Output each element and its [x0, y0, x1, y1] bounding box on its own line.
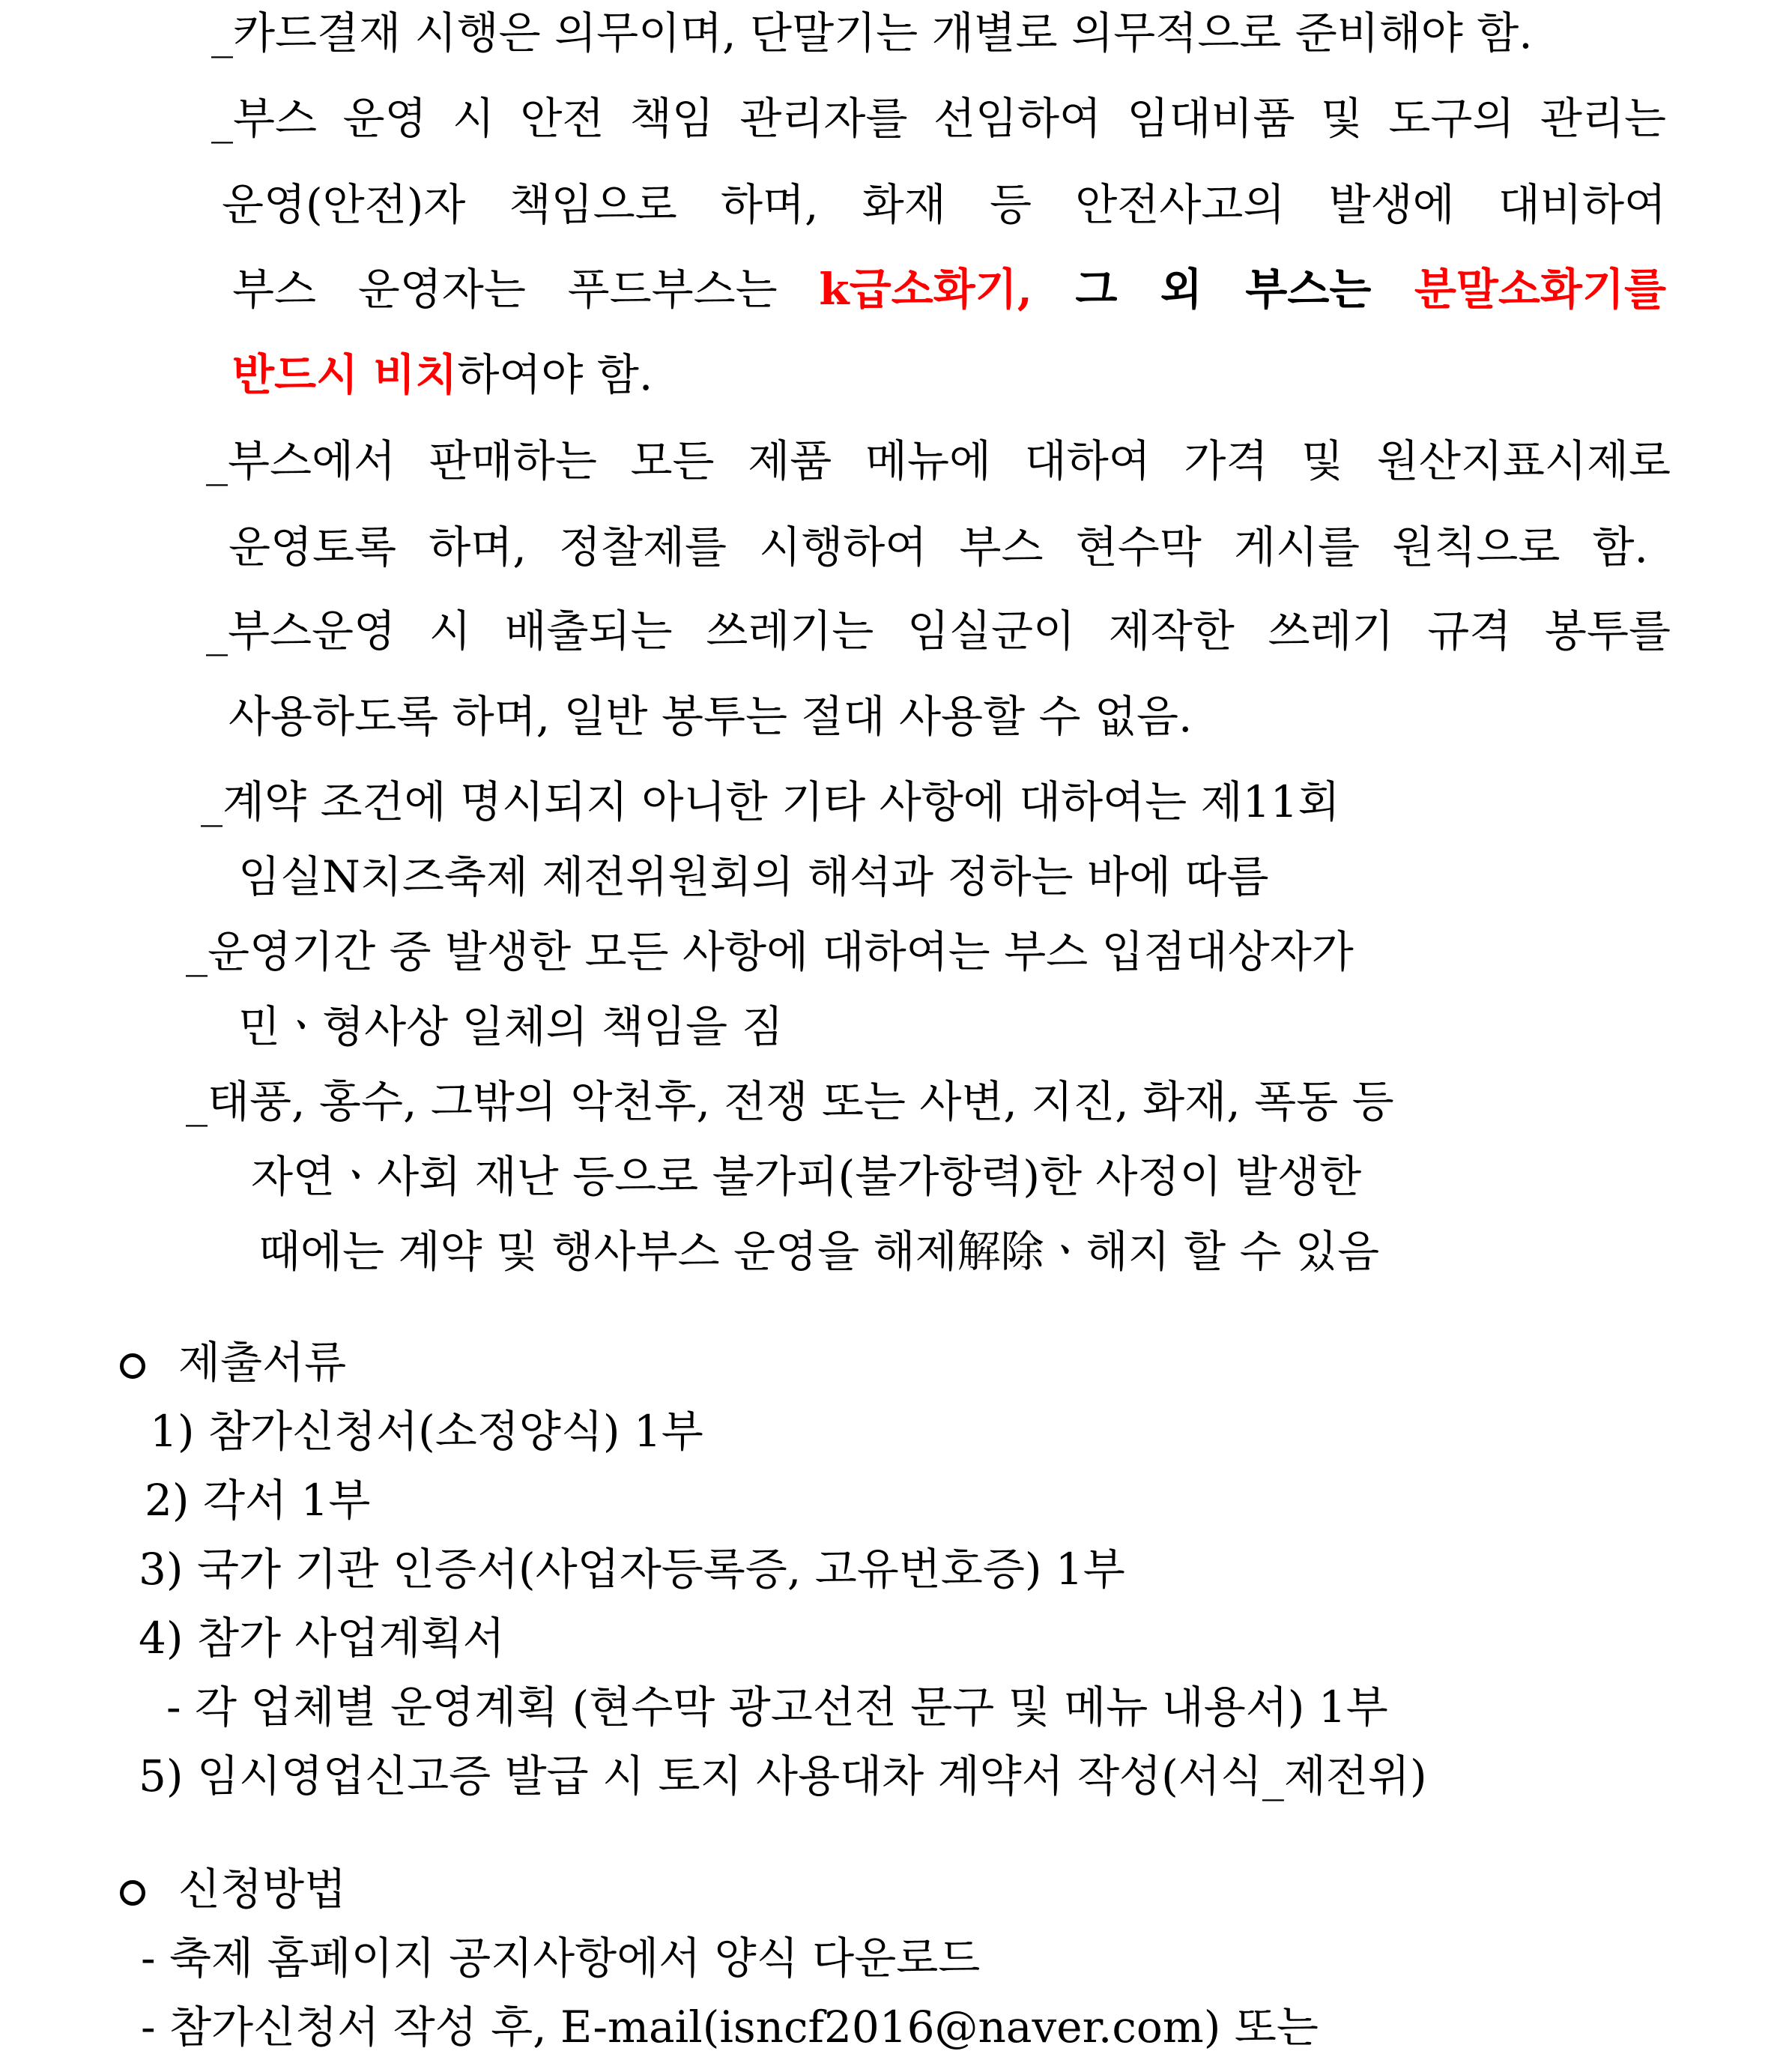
method-item: - 축제 홈페이지 공지사항에서 양식 다운로드 — [141, 1933, 981, 1984]
condition-force-majeure-line-3: 때에는 계약 및 행사부스 운영을 해제解除ㆍ해지 할 수 있음 — [258, 1226, 1380, 1277]
safety-line3-text: 부스 운영자는 푸드부스는 — [232, 264, 820, 315]
condition-price-line-1: _부스에서 판매하는 모든 제품 메뉴에 대하여 가격 및 원산지표시제로 — [206, 435, 1671, 486]
document-sub-item: - 각 업체별 운영계획 (현수막 광고선전 문구 및 메뉴 내용서) 1부 — [166, 1682, 1388, 1733]
safety-line4-text: 하여야 함. — [457, 349, 653, 400]
document-item: 2) 각서 1부 — [145, 1475, 371, 1526]
condition-card-payment: _카드결재 시행은 의무이며, 단말기는 개별로 의무적으로 준비해야 함. — [211, 7, 1533, 58]
k-class-extinguisher-text: k급소화기, — [819, 264, 1032, 315]
condition-force-majeure-line-1: _태풍, 홍수, 그밖의 악천후, 전쟁 또는 사변, 지진, 화재, 폭동 등 — [186, 1076, 1394, 1127]
condition-other-line-2: 임실N치즈축제 제전위원회의 해석과 정하는 바에 따름 — [238, 851, 1269, 902]
document-item: 5) 임시영업신고증 발급 시 토지 사용대차 계약서 작성(서식_제전위) — [139, 1751, 1427, 1801]
hollow-circle-bullet-icon — [120, 1353, 145, 1379]
condition-other-line-1: _계약 조건에 명시되지 아니한 기타 사항에 대하여는 제11회 — [201, 776, 1340, 827]
condition-safety-line-3 — [232, 259, 1666, 319]
condition-safety-line-2: 운영(안전)자 책임으로 하며, 화재 등 안전사고의 발생에 대비하여 — [222, 179, 1666, 230]
method-heading-label: 신청방법 — [178, 1864, 347, 1915]
condition-trash-line-2: 사용하도록 하며, 일반 봉투는 절대 사용할 수 없음. — [228, 691, 1193, 742]
other-booth-text: 그 외 부스는 — [1032, 264, 1414, 315]
hollow-circle-bullet-icon — [120, 1880, 145, 1906]
method-heading — [120, 1859, 346, 1919]
condition-price-line-2: 운영토록 하며, 정찰제를 시행하여 부스 현수막 게시를 원칙으로 함. — [228, 522, 1648, 573]
document-item: 1) 참가신청서(소정양식) 1부 — [150, 1406, 703, 1457]
documents-heading-label: 제출서류 — [178, 1337, 347, 1388]
condition-liability-line-2: 민ㆍ형사상 일체의 책임을 짐 — [238, 1001, 784, 1052]
powder-extinguisher-text: 분말소화기를 — [1414, 264, 1666, 315]
condition-safety-line-1: _부스 운영 시 안전 책임 관리자를 선임하여 임대비품 및 도구의 관리는 — [211, 93, 1666, 144]
document-item: 3) 국가 기관 인증서(사업자등록증, 고유번호증) 1부 — [139, 1544, 1125, 1595]
method-item: - 참가신청서 작성 후, E-mail(isncf2016@naver.com) 또는 — [141, 2002, 1319, 2053]
documents-heading — [120, 1332, 346, 1392]
condition-liability-line-1: _운영기간 중 발생한 모든 사항에 대하여는 부스 입점대상자가 — [186, 926, 1354, 977]
must-install-text: 반드시 비치 — [232, 349, 458, 400]
condition-force-majeure-line-2: 자연ㆍ사회 재난 등으로 불가피(불가항력)한 사정이 발생한 — [251, 1151, 1362, 1202]
document-item: 4) 참가 사업계획서 — [139, 1613, 505, 1664]
condition-safety-line-4 — [232, 345, 653, 405]
condition-trash-line-1: _부스운영 시 배출되는 쓰레기는 임실군이 제작한 쓰레기 규격 봉투를 — [206, 605, 1671, 656]
